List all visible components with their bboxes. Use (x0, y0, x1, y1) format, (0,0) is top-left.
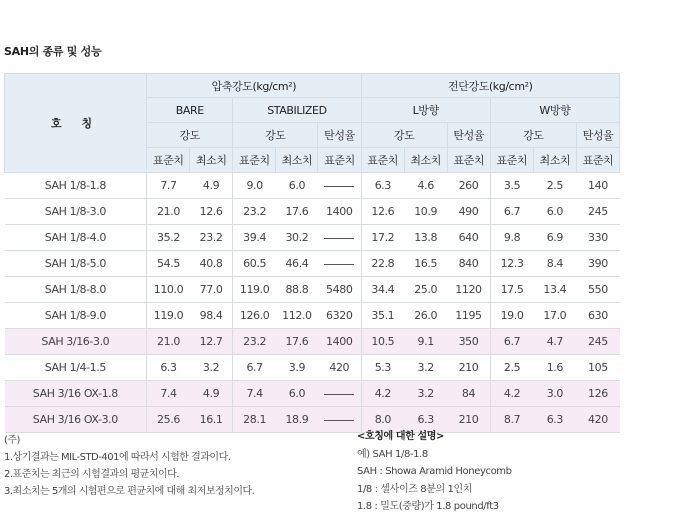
cell-l-min: 3.2 (404, 381, 447, 407)
cell-stab-mod (318, 407, 361, 433)
cell-stab-min: 3.9 (276, 355, 318, 381)
row-designation: SAH 3/16 OX-1.8 (5, 381, 147, 407)
table-row (5, 329, 620, 355)
standard-header: 표준치 (233, 148, 276, 173)
cell-l-min: 3.2 (404, 355, 447, 381)
cell-bare-std: 7.7 (147, 173, 190, 199)
explanation-line: 1/8 : 셀사이즈 8분의 1인치 (357, 483, 472, 495)
cell-l-std: 8.0 (361, 407, 404, 433)
cell-w-mod: 105 (576, 355, 619, 381)
table-row (5, 355, 620, 381)
cell-w-mod: 420 (576, 407, 619, 433)
cell-bare-std: 110.0 (147, 277, 190, 303)
not-applicable-dash (324, 394, 354, 395)
cell-l-min: 4.6 (404, 173, 447, 199)
standard-header: 표준치 (490, 148, 533, 173)
shear-strength-header: 전단강도(kg/cm²) (361, 74, 619, 98)
strength-header: 강도 (233, 123, 318, 148)
standard-header: 표준치 (318, 148, 361, 173)
cell-w-min: 13.4 (533, 277, 576, 303)
cell-stab-min: 46.4 (276, 251, 318, 277)
cell-stab-min: 17.6 (276, 199, 318, 225)
cell-bare-std: 21.0 (147, 199, 190, 225)
cell-stab-std: 119.0 (233, 277, 276, 303)
cell-w-min: 8.4 (533, 251, 576, 277)
table-row (5, 173, 620, 199)
cell-w-std: 17.5 (490, 277, 533, 303)
cell-l-mod: 1120 (447, 277, 490, 303)
bare-header: BARE (147, 98, 233, 123)
cell-stab-min: 6.0 (276, 381, 318, 407)
not-applicable-dash (324, 420, 354, 421)
explanation-heading: <호칭에 대한 설명> (357, 431, 444, 442)
cell-stab-std: 6.7 (233, 355, 276, 381)
cell-l-mod: 84 (447, 381, 490, 407)
cell-bare-std: 119.0 (147, 303, 190, 329)
cell-w-mod: 126 (576, 381, 619, 407)
cell-l-mod: 210 (447, 355, 490, 381)
cell-w-min: 3.0 (533, 381, 576, 407)
cell-bare-min: 40.8 (190, 251, 233, 277)
cell-stab-min: 30.2 (276, 225, 318, 251)
cell-w-std: 8.7 (490, 407, 533, 433)
note-item: 2.표준치는 최근의 시험결과의 평균치이다. (4, 469, 179, 480)
row-designation: SAH 1/8-5.0 (5, 251, 147, 277)
cell-bare-min: 4.9 (190, 173, 233, 199)
designation-header: 호 칭 (5, 74, 147, 173)
cell-stab-mod: 5480 (318, 277, 361, 303)
cell-w-min: 4.7 (533, 329, 576, 355)
explanation-line: 예) SAH 1/8-1.8 (357, 448, 428, 460)
cell-bare-std: 35.2 (147, 225, 190, 251)
cell-bare-std: 6.3 (147, 355, 190, 381)
cell-stab-mod (318, 381, 361, 407)
cell-w-std: 9.8 (490, 225, 533, 251)
table-row (5, 251, 620, 277)
cell-l-std: 4.2 (361, 381, 404, 407)
cell-l-std: 10.5 (361, 329, 404, 355)
cell-bare-min: 77.0 (190, 277, 233, 303)
cell-w-std: 3.5 (490, 173, 533, 199)
cell-stab-std: 39.4 (233, 225, 276, 251)
table-body (5, 173, 620, 433)
cell-l-mod: 840 (447, 251, 490, 277)
cell-stab-mod: 6320 (318, 303, 361, 329)
cell-bare-min: 4.9 (190, 381, 233, 407)
not-applicable-dash (324, 238, 354, 239)
not-applicable-dash (324, 264, 354, 265)
row-designation: SAH 1/8-4.0 (5, 225, 147, 251)
notes-label: (주) (4, 435, 20, 446)
cell-stab-mod (318, 173, 361, 199)
cell-l-mod: 350 (447, 329, 490, 355)
cell-w-mod: 550 (576, 277, 619, 303)
cell-stab-min: 17.6 (276, 329, 318, 355)
cell-l-min: 26.0 (404, 303, 447, 329)
cell-bare-min: 12.7 (190, 329, 233, 355)
cell-w-std: 6.7 (490, 329, 533, 355)
cell-l-min: 10.9 (404, 199, 447, 225)
cell-stab-min: 6.0 (276, 173, 318, 199)
cell-l-std: 17.2 (361, 225, 404, 251)
cell-w-min: 17.0 (533, 303, 576, 329)
row-designation: SAH 1/8-9.0 (5, 303, 147, 329)
cell-l-std: 34.4 (361, 277, 404, 303)
table-row (5, 277, 620, 303)
row-designation: SAH 1/8-8.0 (5, 277, 147, 303)
cell-w-std: 6.7 (490, 199, 533, 225)
cell-l-min: 6.3 (404, 407, 447, 433)
table-row (5, 225, 620, 251)
cell-bare-std: 54.5 (147, 251, 190, 277)
cell-stab-std: 126.0 (233, 303, 276, 329)
table-row (5, 381, 620, 407)
cell-l-min: 9.1 (404, 329, 447, 355)
cell-w-std: 19.0 (490, 303, 533, 329)
cell-bare-min: 16.1 (190, 407, 233, 433)
cell-stab-std: 28.1 (233, 407, 276, 433)
cell-w-mod: 245 (576, 329, 619, 355)
standard-header: 표준치 (361, 148, 404, 173)
page-title: SAH의 종류 및 성능 (4, 45, 102, 58)
cell-w-mod: 390 (576, 251, 619, 277)
modulus-header: 탄성율 (447, 123, 490, 148)
cell-stab-std: 9.0 (233, 173, 276, 199)
cell-l-mod: 1195 (447, 303, 490, 329)
cell-bare-min: 3.2 (190, 355, 233, 381)
row-designation: SAH 1/4-1.5 (5, 355, 147, 381)
cell-stab-std: 23.2 (233, 329, 276, 355)
modulus-header: 탄성율 (318, 123, 361, 148)
cell-w-mod: 140 (576, 173, 619, 199)
cell-w-std: 2.5 (490, 355, 533, 381)
modulus-header: 탄성율 (576, 123, 619, 148)
explanation-line: SAH : Showa Aramid Honeycomb (357, 466, 512, 477)
cell-l-min: 16.5 (404, 251, 447, 277)
cell-l-mod: 640 (447, 225, 490, 251)
minimum-header: 최소치 (190, 148, 233, 173)
stabilized-header: STABILIZED (233, 98, 361, 123)
sah-spec-table (4, 73, 620, 433)
cell-stab-mod: 1400 (318, 329, 361, 355)
cell-w-min: 2.5 (533, 173, 576, 199)
minimum-header: 최소치 (276, 148, 318, 173)
cell-bare-std: 21.0 (147, 329, 190, 355)
table-row (5, 407, 620, 433)
cell-bare-min: 23.2 (190, 225, 233, 251)
cell-stab-std: 60.5 (233, 251, 276, 277)
standard-header: 표준치 (447, 148, 490, 173)
table-row (5, 199, 620, 225)
cell-stab-mod: 420 (318, 355, 361, 381)
cell-stab-min: 112.0 (276, 303, 318, 329)
note-item: 1.상기결과는 MIL-STD-401에 따라서 시험한 결과이다. (4, 452, 231, 463)
cell-stab-mod: 1400 (318, 199, 361, 225)
cell-bare-std: 25.6 (147, 407, 190, 433)
row-designation: SAH 1/8-1.8 (5, 173, 147, 199)
cell-l-mod: 490 (447, 199, 490, 225)
cell-stab-mod (318, 251, 361, 277)
cell-stab-min: 18.9 (276, 407, 318, 433)
minimum-header: 최소치 (533, 148, 576, 173)
cell-l-mod: 260 (447, 173, 490, 199)
cell-bare-std: 7.4 (147, 381, 190, 407)
row-designation: SAH 1/8-3.0 (5, 199, 147, 225)
w-direction-header: W방향 (490, 98, 619, 123)
cell-w-std: 12.3 (490, 251, 533, 277)
cell-w-mod: 630 (576, 303, 619, 329)
cell-l-std: 12.6 (361, 199, 404, 225)
cell-stab-min: 88.8 (276, 277, 318, 303)
cell-bare-min: 98.4 (190, 303, 233, 329)
cell-w-min: 1.6 (533, 355, 576, 381)
cell-stab-std: 23.2 (233, 199, 276, 225)
not-applicable-dash (324, 186, 354, 187)
cell-w-mod: 330 (576, 225, 619, 251)
cell-l-min: 25.0 (404, 277, 447, 303)
cell-stab-mod (318, 225, 361, 251)
cell-w-min: 6.0 (533, 199, 576, 225)
table-row (5, 303, 620, 329)
strength-header: 강도 (490, 123, 576, 148)
standard-header: 표준치 (147, 148, 190, 173)
cell-w-min: 6.3 (533, 407, 576, 433)
explanation-line: 1.8 : 밀도(중량)가 1.8 pound/ft3 (357, 501, 499, 512)
designation-explanation (357, 428, 512, 516)
cell-w-mod: 245 (576, 199, 619, 225)
note-item: 3.최소치는 5개의 시험편으로 편균치에 대해 최저보정치이다. (4, 486, 255, 497)
cell-bare-min: 12.6 (190, 199, 233, 225)
cell-w-min: 6.9 (533, 225, 576, 251)
row-designation: SAH 3/16-3.0 (5, 329, 147, 355)
strength-header: 강도 (147, 123, 233, 148)
notes-section (4, 432, 254, 500)
cell-l-min: 13.8 (404, 225, 447, 251)
row-designation: SAH 3/16 OX-3.0 (5, 407, 147, 433)
cell-w-std: 4.2 (490, 381, 533, 407)
strength-header: 강도 (361, 123, 447, 148)
cell-l-std: 35.1 (361, 303, 404, 329)
cell-l-mod: 210 (447, 407, 490, 433)
cell-stab-std: 7.4 (233, 381, 276, 407)
compressive-strength-header: 압축강도(kg/cm²) (147, 74, 361, 98)
cell-l-std: 6.3 (361, 173, 404, 199)
minimum-header: 최소치 (404, 148, 447, 173)
cell-l-std: 22.8 (361, 251, 404, 277)
cell-l-std: 5.3 (361, 355, 404, 381)
standard-header: 표준치 (576, 148, 619, 173)
l-direction-header: L방향 (361, 98, 490, 123)
